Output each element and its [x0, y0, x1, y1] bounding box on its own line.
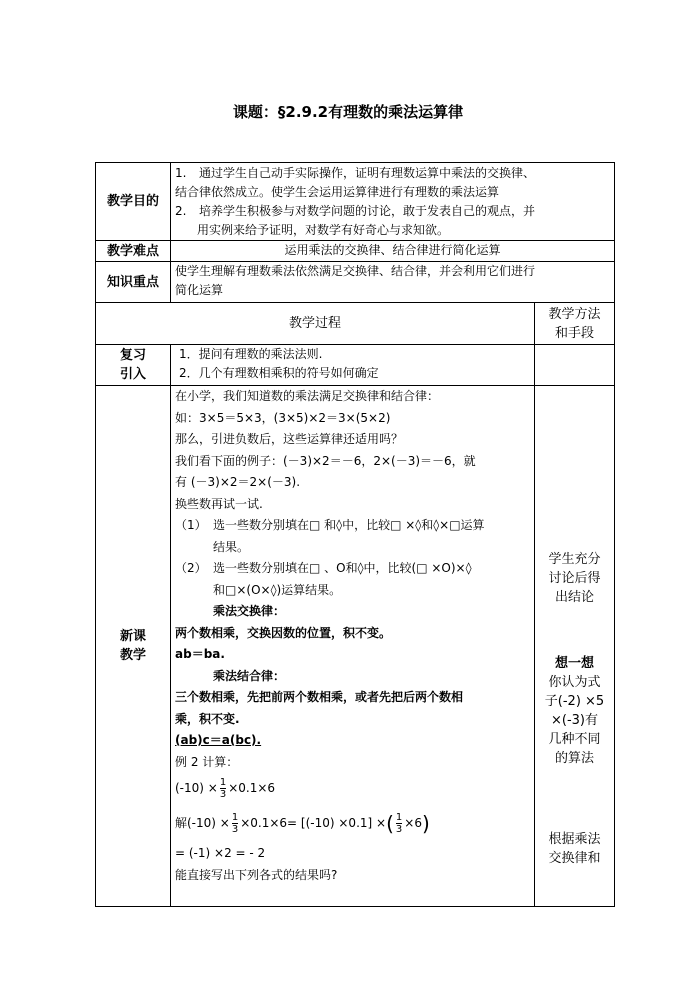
- header-teaching-process: 教学过程: [96, 303, 535, 345]
- note-1-line-1: 学生充分: [548, 552, 601, 567]
- note-3-line-1: 根据乘法: [548, 832, 601, 847]
- row-teaching-goals: [96, 163, 615, 241]
- goal-2-line-1: 培养学生积极参与对数学问题的讨论，敢于发表自己的观点，并: [199, 204, 536, 218]
- keypoints-line-1: 使学生理解有理数乘法依然满足交换律、结合律，并会利用它们进行: [175, 264, 536, 278]
- note-1-line-3: 出结论: [555, 590, 595, 605]
- associative-rule-line-2: 乘，积不变.: [175, 711, 240, 726]
- difficulty-content: 运用乘法的交换律、结合律进行简化运算: [171, 241, 615, 262]
- lesson-line-2: 如：3×5＝5×3，(3×5)×2＝3×(5×2): [175, 410, 391, 425]
- commutative-rule: 两个数相乘，交换因数的位置，积不变。: [175, 625, 392, 640]
- solution-fraction-2-numerator: 1: [395, 812, 403, 823]
- review-content: [171, 345, 535, 386]
- label-teaching-goals: 教学目的: [96, 163, 171, 241]
- note-1-line-2: 讨论后得: [548, 571, 601, 586]
- example-expr-part-1: (-10) ×: [175, 781, 218, 795]
- label-key-points: 知识重点: [96, 262, 171, 303]
- goal-1-line-1: 通过学生自己动手实际操作，证明有理数运算中乘法的交换律、: [199, 166, 536, 180]
- example-title: 例 2 计算：: [175, 754, 239, 769]
- note-2-title: 想一想: [555, 656, 595, 671]
- fraction-one-third: [220, 777, 226, 800]
- review-item-1: 1．提问有理数的乘法法则.: [179, 347, 323, 361]
- note-2-line-3: ×(-3)有: [551, 713, 598, 728]
- row-key-points: [96, 262, 615, 303]
- try-2-line-1: 选一些数分别填在□ 、O和◊中，比较(□ ×O)×◊: [213, 561, 472, 575]
- keypoints-content: [171, 262, 615, 303]
- lesson-line-5: 有 (－3)×2＝2×(－3).: [175, 475, 301, 489]
- try-2-line-2: 和□×(O×◊)运算结果。: [213, 582, 342, 597]
- goal-1-line-2: 结合律依然成立。使学生会运用运算律进行有理数的乘法运算: [175, 185, 500, 199]
- associative-formula: (ab)c＝a(bc).: [175, 733, 262, 747]
- review-method: [535, 345, 615, 386]
- lesson-plan-table: [95, 162, 615, 907]
- row-new-lesson: [96, 386, 615, 907]
- right-paren: ): [421, 811, 430, 836]
- lesson-line-4: 我们看下面的例子：(－3)×2＝－6，2×(－3)＝－6，就: [175, 453, 476, 468]
- review-item-2: 2．几个有理数相乘积的符号如何确定: [179, 366, 379, 380]
- note-2-line-5: 的算法: [555, 751, 595, 766]
- solution-part-1: 解(-10) ×: [175, 816, 230, 830]
- commutative-title: 乘法交换律：: [213, 604, 286, 618]
- lesson-line-3: 那么，引进负数后，这些运算律还适用吗？: [175, 432, 404, 446]
- solution-line-2: = (-1) ×2 = - 2: [175, 846, 266, 860]
- try-2-number: （2）: [175, 561, 207, 575]
- goal-2-number: 2.: [175, 204, 187, 218]
- note-2-line-1: 你认为式: [548, 675, 601, 690]
- solution-fraction-1-numerator: 1: [231, 812, 239, 823]
- solution-fraction-1-denominator: 3: [231, 824, 239, 835]
- lesson-line-1: 在小学，我们知道数的乘法满足交换律和结合律：: [175, 389, 440, 403]
- example-expr-part-2: ×0.1×6: [228, 781, 276, 795]
- commutative-formula: ab＝ba.: [175, 647, 225, 661]
- solution-line-1: [175, 803, 530, 843]
- label-teaching-difficulty: 教学难点: [96, 241, 171, 262]
- fraction-denominator: 3: [219, 789, 227, 800]
- solution-fraction-1: [232, 812, 238, 835]
- left-paren: (: [386, 811, 394, 836]
- row-review: [96, 345, 615, 386]
- example-expression: [175, 773, 530, 803]
- note-3-line-2: 交换律和: [548, 851, 601, 866]
- label-review-line-1: 复习: [119, 348, 146, 363]
- try-1-number: （1）: [175, 518, 207, 532]
- lesson-last-line: 能直接写出下列各式的结果吗?: [175, 867, 338, 882]
- keypoints-line-2: 简化运算: [175, 283, 224, 297]
- row-header: [96, 303, 615, 345]
- header-method-line-2: 和手段: [555, 325, 595, 341]
- lesson-line-6: 换些数再试一试.: [175, 496, 263, 511]
- header-method-line-1: 教学方法: [548, 306, 601, 322]
- try-1-line-1: 选一些数分别填在□ 和◊中，比较□ ×◊和◊×□运算: [213, 518, 485, 532]
- page-title: 课题：§2.9.2有理数的乘法运算律: [232, 103, 464, 121]
- note-2-line-4: 几种不同: [548, 732, 601, 747]
- new-lesson-method: [535, 386, 615, 907]
- associative-title: 乘法结合律：: [213, 668, 286, 683]
- fraction-numerator: 1: [219, 777, 227, 788]
- note-2-line-2: 子(-2) ×5: [544, 694, 605, 709]
- associative-rule-line-1: 三个数相乘，先把前两个数相乘，或者先把后两个数相: [175, 690, 464, 704]
- label-new-lesson: [96, 386, 171, 907]
- goal-2-line-2: 用实例来给予证明，对数学有好奇心与求知欲。: [197, 223, 450, 237]
- label-review-line-2: 引入: [119, 367, 146, 382]
- solution-fraction-2-denominator: 3: [395, 824, 403, 835]
- new-lesson-content: [171, 386, 535, 907]
- solution-fraction-2: [396, 812, 402, 835]
- label-new-lesson-line-1: 新课: [119, 629, 146, 644]
- label-new-lesson-line-2: 教学: [119, 648, 146, 663]
- goal-1-number: 1.: [175, 166, 187, 180]
- solution-times-six: ×6: [404, 816, 422, 830]
- goals-content: [171, 163, 615, 241]
- row-teaching-difficulty: [96, 241, 615, 262]
- try-1-line-2: 结果。: [213, 539, 250, 554]
- label-review: [96, 345, 171, 386]
- header-method: [535, 303, 615, 345]
- solution-part-2: ×0.1×6= [(-10) ×0.1] ×: [240, 816, 387, 830]
